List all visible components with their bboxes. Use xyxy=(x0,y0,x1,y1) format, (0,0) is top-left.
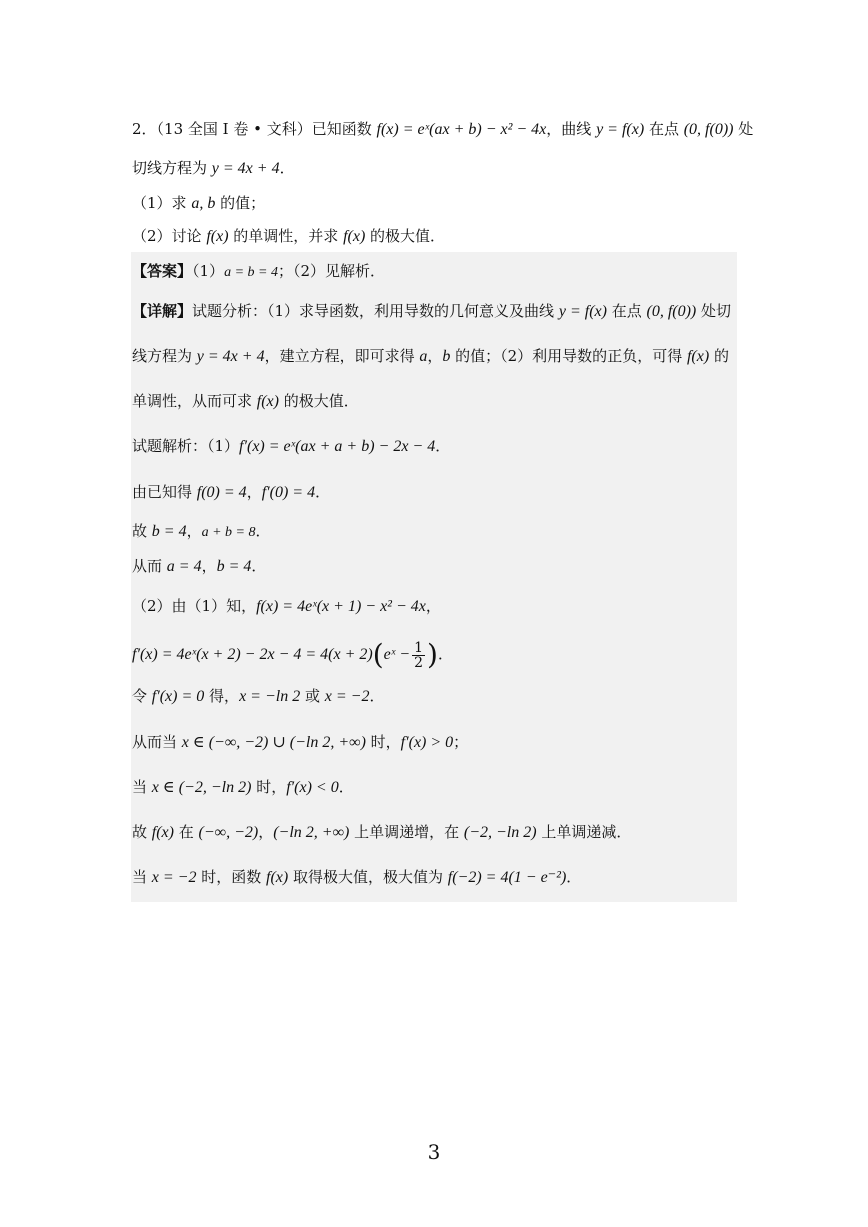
math: (0, f(0)) xyxy=(683,121,734,138)
text: 线方程为 xyxy=(132,347,197,365)
text: 的 xyxy=(709,347,729,365)
text: ． xyxy=(435,437,451,455)
math: f(x) xyxy=(151,824,174,841)
text: 上单调递减． xyxy=(536,823,632,841)
text: 在点 xyxy=(606,302,647,320)
math: f(x) = 4eˣ(x + 1) − x² − 4x xyxy=(256,598,426,615)
text: ． xyxy=(437,645,453,663)
fraction-numerator: 1 xyxy=(414,639,423,656)
text: 的极大值． xyxy=(365,227,446,245)
solution-line-6 xyxy=(132,638,453,671)
text: 令 xyxy=(132,687,152,705)
detail-line-1 xyxy=(132,300,731,323)
answer-label: 【答案】 xyxy=(132,262,193,280)
math: f(0) = 4 xyxy=(196,484,247,501)
text: ． xyxy=(315,483,331,501)
fraction-denominator: 2 xyxy=(414,654,423,671)
answer-line xyxy=(132,260,385,284)
text: 故 xyxy=(132,823,152,841)
text: （1）求 xyxy=(132,194,192,212)
text: ，曲线 xyxy=(546,120,597,138)
text: 时， xyxy=(365,733,401,751)
math: a xyxy=(419,348,428,365)
solution-line-2 xyxy=(132,481,330,504)
math: f′(x) = eˣ(ax + a + b) − 2x − 4 xyxy=(239,438,436,455)
text: 试题分析：（1）求导函数，利用导数的几何意义及曲线 xyxy=(192,302,559,320)
text: ， xyxy=(258,823,274,841)
math: x ∈ (−2, −ln 2) xyxy=(151,779,252,796)
text: ． xyxy=(566,868,582,886)
text: ． xyxy=(369,687,385,705)
math: f(x) = eˣ(ax + b) − x² − 4x xyxy=(376,121,547,138)
solution-line-10 xyxy=(132,821,631,844)
text: （2）讨论 xyxy=(132,227,207,245)
math: b = 4 xyxy=(151,523,187,540)
math: f′(0) = 4 xyxy=(261,484,316,501)
text: 处切 xyxy=(696,302,732,320)
text: ， xyxy=(201,557,217,575)
problem-part-2 xyxy=(132,225,445,248)
text: 当 xyxy=(132,778,152,796)
solution-line-8 xyxy=(132,731,468,754)
text: ． xyxy=(338,778,354,796)
math: a + b = 8 xyxy=(201,525,256,540)
math: y = f(x) xyxy=(558,303,607,320)
math: a = b = 4 xyxy=(224,265,278,280)
text: ，建立方程，即可求得 xyxy=(264,347,420,365)
text: 得， xyxy=(204,687,240,705)
text: 时，函数 xyxy=(196,868,267,886)
math: (−∞, −2) xyxy=(198,824,259,841)
math: a = 4 xyxy=(166,558,202,575)
detail-line-3 xyxy=(132,390,359,413)
math: f′(x) > 0 xyxy=(400,734,454,751)
math: (−2, −ln 2) xyxy=(463,824,537,841)
problem-line-1 xyxy=(132,118,753,141)
math: f′(x) < 0 xyxy=(286,779,339,796)
solution-line-5 xyxy=(132,595,441,618)
math: f(x) xyxy=(686,348,710,365)
math: x = −2 xyxy=(324,688,370,705)
math: x = −ln 2 xyxy=(239,688,301,705)
solution-line-1 xyxy=(132,435,450,458)
math: x = −2 xyxy=(151,869,197,886)
math: f(−2) = 4(1 − e⁻²) xyxy=(447,869,567,886)
math: f(x) xyxy=(256,393,279,410)
text: ；（2）见解析． xyxy=(277,262,386,280)
text: 的值； xyxy=(215,194,266,212)
math: y = f(x) xyxy=(596,121,645,138)
text: 从而 xyxy=(132,557,167,575)
page-number: 3 xyxy=(427,1140,441,1164)
text: ． xyxy=(279,159,295,177)
math: b = 4 xyxy=(216,558,252,575)
text: （1） xyxy=(192,262,225,280)
text: ． xyxy=(255,522,271,540)
text: 在点 xyxy=(644,120,684,138)
text: 取得极大值，极大值为 xyxy=(288,868,448,886)
problem-part-1 xyxy=(132,192,265,215)
text: 单调性，从而可求 xyxy=(132,392,257,410)
math: f(x) xyxy=(266,869,289,886)
text: ， xyxy=(246,483,262,501)
text: 在 xyxy=(173,823,199,841)
text: 处 xyxy=(733,120,754,138)
detail-line-2 xyxy=(132,345,729,368)
text: ， xyxy=(186,522,202,540)
detail-label: 【详解】 xyxy=(132,302,193,320)
math: y = 4x + 4 xyxy=(211,160,280,177)
text: ， xyxy=(427,347,443,365)
text: 的极大值． xyxy=(278,392,359,410)
text: 上单调递增，在 xyxy=(349,823,464,841)
fraction xyxy=(412,641,425,670)
text: ， xyxy=(425,597,441,615)
solution-line-7 xyxy=(132,685,384,708)
text: 或 xyxy=(300,687,325,705)
math: x ∈ (−∞, −2) ∪ (−ln 2, +∞) xyxy=(181,734,366,751)
text: 试题解析：（1） xyxy=(132,437,240,455)
text: 由已知得 xyxy=(132,483,197,501)
math: f′(x) = 0 xyxy=(151,688,205,705)
text: 当 xyxy=(132,868,152,886)
math: f(x) xyxy=(343,228,366,245)
math: b xyxy=(442,348,451,365)
solution-line-11 xyxy=(132,866,581,889)
text: 从而当 xyxy=(132,733,182,751)
solution-line-9 xyxy=(132,776,354,799)
text: 2．（13 全国 I 卷 • 文科）已知函数 xyxy=(132,120,377,138)
solution-line-3 xyxy=(132,520,271,544)
text: 时， xyxy=(251,778,287,796)
text: 切线方程为 xyxy=(132,159,212,177)
text: （2）由（1）知， xyxy=(132,597,257,615)
math: f′(x) = 4eˣ(x + 2) − 2x − 4 = 4(x + 2) xyxy=(132,646,373,663)
text: ． xyxy=(251,557,267,575)
text: 的单调性，并求 xyxy=(228,227,344,245)
math: a, b xyxy=(191,195,216,212)
problem-line-2 xyxy=(132,157,295,180)
math: y = 4x + 4 xyxy=(196,348,265,365)
text: 故 xyxy=(132,522,152,540)
math: (−ln 2, +∞) xyxy=(273,824,350,841)
paren-open: ( xyxy=(372,638,384,671)
math: f(x) xyxy=(206,228,229,245)
text: 的值；（2）利用导数的正负，可得 xyxy=(450,347,687,365)
solution-line-4 xyxy=(132,555,266,578)
math: (0, f(0)) xyxy=(646,303,697,320)
paren-close: ) xyxy=(427,638,438,671)
math: eˣ − xyxy=(383,646,411,663)
text: ； xyxy=(453,733,469,751)
